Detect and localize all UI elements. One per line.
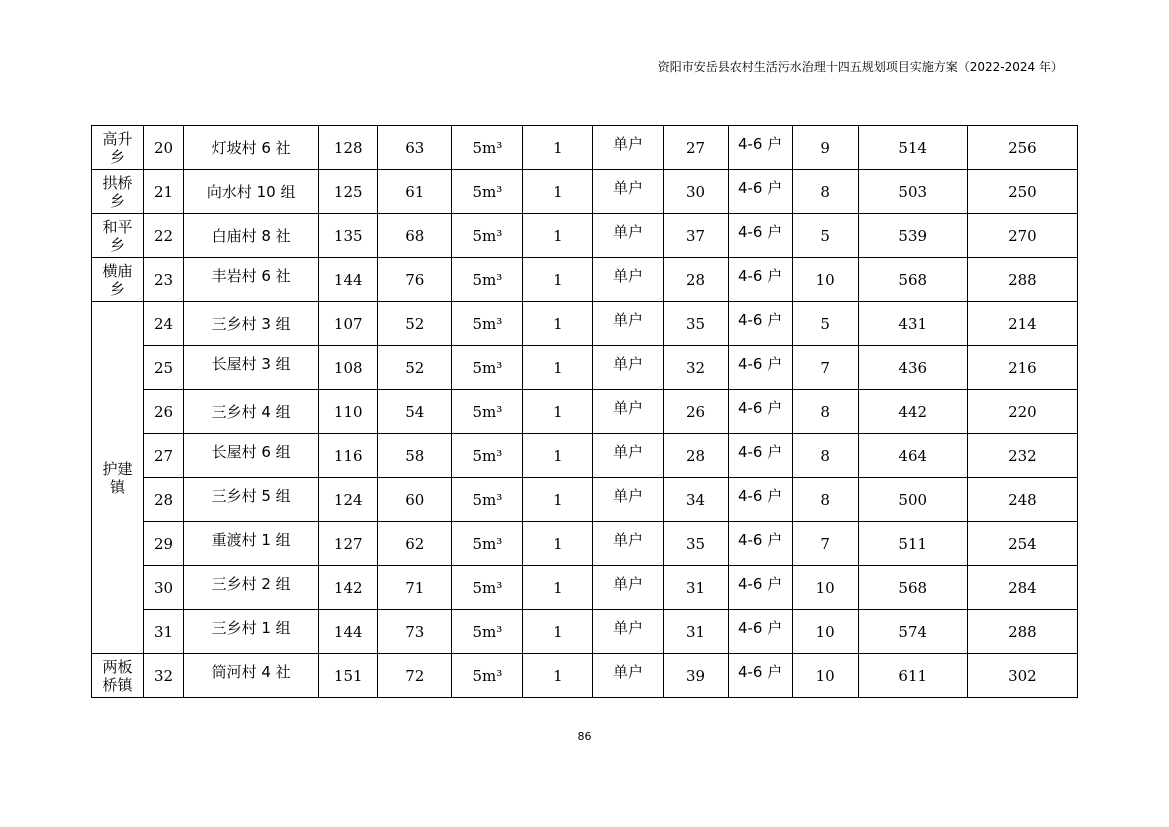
table-row (92, 522, 1078, 566)
value-cell: 254 (967, 522, 1077, 566)
value-cell: 442 (858, 390, 967, 434)
town-name-line: 高升 (102, 129, 133, 148)
value-cell: 256 (967, 126, 1077, 170)
type-cell-text: 单户 (612, 442, 643, 461)
capacity-cell: 5m³ (452, 126, 523, 170)
type-cell (593, 126, 663, 170)
table-row (92, 258, 1078, 302)
town-name-line: 乡 (110, 279, 126, 298)
type-cell-text: 单户 (612, 178, 643, 197)
type-cell-text: 单户 (612, 530, 643, 549)
town-name-line: 拱桥 (102, 173, 133, 192)
village-name: 灯坡村 6 社 (184, 126, 319, 170)
count-cell: 1 (523, 346, 593, 390)
value-cell: 39 (663, 654, 728, 698)
capacity-cell: 5m³ (452, 434, 523, 478)
serial-number: 20 (144, 126, 184, 170)
capacity-cell: 5m³ (452, 302, 523, 346)
town-name (92, 170, 144, 214)
town-name-line: 乡 (110, 235, 126, 254)
value-cell: 436 (858, 346, 967, 390)
value-cell: 568 (858, 566, 967, 610)
town-name-line: 乡 (110, 147, 126, 166)
capacity-cell: 5m³ (452, 390, 523, 434)
table-row (92, 478, 1078, 522)
household-range-cell-text: 4-6 户 (737, 486, 783, 505)
household-range-cell (728, 478, 792, 522)
town-name-line: 和平 (102, 217, 133, 236)
village-name (184, 346, 319, 390)
household-range-cell-text: 4-6 户 (737, 574, 783, 593)
value-cell: 37 (663, 214, 728, 258)
household-range-cell-text: 4-6 户 (737, 178, 783, 197)
table-row (92, 390, 1078, 434)
table-row (92, 346, 1078, 390)
value-cell: 511 (858, 522, 967, 566)
value-cell: 270 (967, 214, 1077, 258)
value-cell: 7 (792, 346, 858, 390)
value-cell: 539 (858, 214, 967, 258)
value-cell: 54 (378, 390, 452, 434)
count-cell: 1 (523, 610, 593, 654)
household-range-cell (728, 258, 792, 302)
value-cell: 8 (792, 390, 858, 434)
town-name (92, 302, 144, 654)
capacity-cell: 5m³ (452, 214, 523, 258)
household-range-cell-text: 4-6 户 (737, 398, 783, 417)
table-row (92, 610, 1078, 654)
value-cell: 35 (663, 522, 728, 566)
type-cell-text: 单户 (612, 310, 643, 329)
count-cell: 1 (523, 170, 593, 214)
village-name-text: 筒河村 4 社 (211, 662, 291, 681)
value-cell: 500 (858, 478, 967, 522)
value-cell: 10 (792, 566, 858, 610)
serial-number: 26 (144, 390, 184, 434)
value-cell: 52 (378, 346, 452, 390)
value-cell: 568 (858, 258, 967, 302)
value-cell: 107 (319, 302, 378, 346)
town-name-line: 护建 (102, 459, 133, 478)
value-cell: 574 (858, 610, 967, 654)
value-cell: 71 (378, 566, 452, 610)
serial-number: 25 (144, 346, 184, 390)
value-cell: 31 (663, 610, 728, 654)
type-cell-text: 单户 (612, 618, 643, 637)
value-cell: 26 (663, 390, 728, 434)
count-cell: 1 (523, 522, 593, 566)
value-cell: 503 (858, 170, 967, 214)
value-cell: 58 (378, 434, 452, 478)
value-cell: 34 (663, 478, 728, 522)
value-cell: 232 (967, 434, 1077, 478)
value-cell: 125 (319, 170, 378, 214)
type-cell-text: 单户 (612, 266, 643, 285)
value-cell: 127 (319, 522, 378, 566)
value-cell: 288 (967, 258, 1077, 302)
household-range-cell-text: 4-6 户 (737, 354, 783, 373)
value-cell: 250 (967, 170, 1077, 214)
value-cell: 288 (967, 610, 1077, 654)
serial-number: 29 (144, 522, 184, 566)
value-cell: 68 (378, 214, 452, 258)
household-range-cell (728, 302, 792, 346)
village-name-text: 重渡村 1 组 (211, 530, 291, 549)
household-range-cell (728, 566, 792, 610)
table-row (92, 566, 1078, 610)
capacity-cell: 5m³ (452, 566, 523, 610)
capacity-cell: 5m³ (452, 610, 523, 654)
value-cell: 431 (858, 302, 967, 346)
type-cell (593, 522, 663, 566)
count-cell: 1 (523, 258, 593, 302)
value-cell: 52 (378, 302, 452, 346)
town-name (92, 258, 144, 302)
serial-number: 30 (144, 566, 184, 610)
value-cell: 220 (967, 390, 1077, 434)
type-cell (593, 346, 663, 390)
value-cell: 248 (967, 478, 1077, 522)
value-cell: 514 (858, 126, 967, 170)
value-cell: 32 (663, 346, 728, 390)
value-cell: 110 (319, 390, 378, 434)
document-header: 资阳市安岳县农村生活污水治理十四五规划项目实施方案（2022-2024 年） (657, 60, 1063, 74)
household-range-cell (728, 654, 792, 698)
value-cell: 135 (319, 214, 378, 258)
serial-number: 22 (144, 214, 184, 258)
household-range-cell-text: 4-6 户 (737, 618, 783, 637)
village-name (184, 522, 319, 566)
value-cell: 144 (319, 610, 378, 654)
type-cell (593, 302, 663, 346)
household-range-cell-text: 4-6 户 (737, 530, 783, 549)
capacity-cell: 5m³ (452, 522, 523, 566)
village-name (184, 566, 319, 610)
type-cell-text: 单户 (612, 134, 643, 153)
value-cell: 611 (858, 654, 967, 698)
count-cell: 1 (523, 478, 593, 522)
value-cell: 464 (858, 434, 967, 478)
village-name: 向水村 10 组 (184, 170, 319, 214)
type-cell (593, 478, 663, 522)
value-cell: 62 (378, 522, 452, 566)
household-range-cell-text: 4-6 户 (737, 442, 783, 461)
value-cell: 302 (967, 654, 1077, 698)
capacity-cell: 5m³ (452, 258, 523, 302)
village-name (184, 478, 319, 522)
village-name: 三乡村 3 组 (184, 302, 319, 346)
value-cell: 8 (792, 170, 858, 214)
table-row (92, 654, 1078, 698)
page-number: 86 (577, 730, 592, 743)
village-name (184, 654, 319, 698)
household-range-cell-text: 4-6 户 (737, 134, 783, 153)
town-name-line: 乡 (110, 191, 126, 210)
serial-number: 27 (144, 434, 184, 478)
town-name-line: 横庙 (102, 261, 133, 280)
household-range-cell-text: 4-6 户 (737, 310, 783, 329)
value-cell: 284 (967, 566, 1077, 610)
value-cell: 124 (319, 478, 378, 522)
village-name-text: 长屋村 6 组 (211, 442, 291, 461)
value-cell: 72 (378, 654, 452, 698)
count-cell: 1 (523, 654, 593, 698)
serial-number: 28 (144, 478, 184, 522)
count-cell: 1 (523, 302, 593, 346)
count-cell: 1 (523, 434, 593, 478)
value-cell: 151 (319, 654, 378, 698)
type-cell (593, 258, 663, 302)
type-cell (593, 566, 663, 610)
serial-number: 23 (144, 258, 184, 302)
village-name-text: 长屋村 3 组 (211, 354, 291, 373)
capacity-cell: 5m³ (452, 654, 523, 698)
household-range-cell (728, 434, 792, 478)
household-range-cell-text: 4-6 户 (737, 662, 783, 681)
household-range-cell (728, 390, 792, 434)
count-cell: 1 (523, 390, 593, 434)
type-cell (593, 434, 663, 478)
household-range-cell (728, 610, 792, 654)
value-cell: 31 (663, 566, 728, 610)
village-name (184, 434, 319, 478)
household-range-cell-text: 4-6 户 (737, 222, 783, 241)
household-range-cell-text: 4-6 户 (737, 266, 783, 285)
type-cell (593, 170, 663, 214)
village-name-text: 三乡村 2 组 (211, 574, 291, 593)
town-name-line: 桥镇 (102, 675, 133, 694)
household-range-cell (728, 214, 792, 258)
table-row (92, 126, 1078, 170)
serial-number: 32 (144, 654, 184, 698)
value-cell: 144 (319, 258, 378, 302)
type-cell-text: 单户 (612, 662, 643, 681)
value-cell: 5 (792, 302, 858, 346)
project-table (91, 125, 1078, 698)
value-cell: 28 (663, 434, 728, 478)
town-name-line: 镇 (110, 477, 126, 496)
village-name (184, 258, 319, 302)
village-name-text: 三乡村 5 组 (211, 486, 291, 505)
value-cell: 5 (792, 214, 858, 258)
village-name: 白庙村 8 社 (184, 214, 319, 258)
type-cell-text: 单户 (612, 222, 643, 241)
value-cell: 116 (319, 434, 378, 478)
capacity-cell: 5m³ (452, 170, 523, 214)
type-cell (593, 654, 663, 698)
table-row (92, 214, 1078, 258)
value-cell: 7 (792, 522, 858, 566)
value-cell: 35 (663, 302, 728, 346)
town-name (92, 214, 144, 258)
table-row (92, 434, 1078, 478)
serial-number: 31 (144, 610, 184, 654)
value-cell: 63 (378, 126, 452, 170)
value-cell: 142 (319, 566, 378, 610)
count-cell: 1 (523, 214, 593, 258)
capacity-cell: 5m³ (452, 478, 523, 522)
value-cell: 10 (792, 654, 858, 698)
value-cell: 27 (663, 126, 728, 170)
value-cell: 61 (378, 170, 452, 214)
village-name-text: 三乡村 1 组 (211, 618, 291, 637)
value-cell: 30 (663, 170, 728, 214)
value-cell: 60 (378, 478, 452, 522)
type-cell (593, 610, 663, 654)
value-cell: 10 (792, 610, 858, 654)
type-cell-text: 单户 (612, 486, 643, 505)
household-range-cell (728, 522, 792, 566)
serial-number: 21 (144, 170, 184, 214)
value-cell: 216 (967, 346, 1077, 390)
capacity-cell: 5m³ (452, 346, 523, 390)
table-row (92, 170, 1078, 214)
count-cell: 1 (523, 126, 593, 170)
type-cell-text: 单户 (612, 354, 643, 373)
value-cell: 28 (663, 258, 728, 302)
value-cell: 9 (792, 126, 858, 170)
village-name (184, 610, 319, 654)
value-cell: 128 (319, 126, 378, 170)
town-name-line: 两板 (102, 657, 133, 676)
value-cell: 108 (319, 346, 378, 390)
town-name (92, 126, 144, 170)
town-name (92, 654, 144, 698)
value-cell: 8 (792, 434, 858, 478)
value-cell: 214 (967, 302, 1077, 346)
type-cell (593, 390, 663, 434)
village-name-text: 丰岩村 6 社 (211, 266, 291, 285)
serial-number: 24 (144, 302, 184, 346)
household-range-cell (728, 126, 792, 170)
count-cell: 1 (523, 566, 593, 610)
village-name: 三乡村 4 组 (184, 390, 319, 434)
household-range-cell (728, 170, 792, 214)
type-cell-text: 单户 (612, 398, 643, 417)
value-cell: 73 (378, 610, 452, 654)
type-cell (593, 214, 663, 258)
household-range-cell (728, 346, 792, 390)
type-cell-text: 单户 (612, 574, 643, 593)
value-cell: 10 (792, 258, 858, 302)
table-row (92, 302, 1078, 346)
value-cell: 76 (378, 258, 452, 302)
value-cell: 8 (792, 478, 858, 522)
